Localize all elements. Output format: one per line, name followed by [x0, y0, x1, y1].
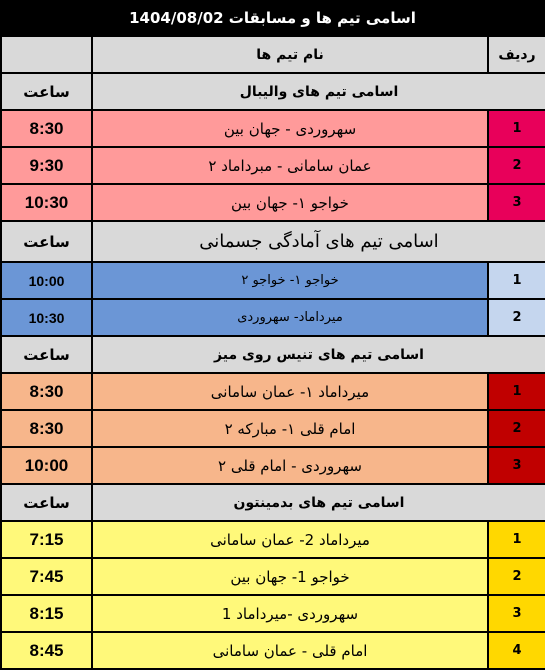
team-cell[interactable]: خواجو ۱- خواجو ۲: [92, 262, 488, 299]
index-cell[interactable]: 3: [488, 595, 545, 632]
time-cell[interactable]: 7:45: [1, 558, 92, 595]
time-cell[interactable]: 10:00: [1, 262, 92, 299]
team-cell[interactable]: خواجو ۱- جهان بین: [92, 184, 488, 221]
table-row: [1, 410, 545, 447]
section-title[interactable]: اسامی تیم های آمادگی جسمانی: [92, 221, 545, 262]
time-cell[interactable]: 10:00: [1, 447, 92, 484]
time-cell[interactable]: 8:15: [1, 595, 92, 632]
time-cell[interactable]: 8:30: [1, 410, 92, 447]
column-header-row: [1, 36, 545, 73]
index-column-header[interactable]: ردیف: [488, 36, 545, 73]
table-row: [1, 110, 545, 147]
table-row: [1, 262, 545, 299]
time-cell[interactable]: 10:30: [1, 184, 92, 221]
index-cell[interactable]: 3: [488, 447, 545, 484]
table-row: [1, 595, 545, 632]
section-header-badminton: [1, 484, 545, 521]
blank-header-cell: [1, 36, 92, 73]
index-cell[interactable]: 1: [488, 373, 545, 410]
time-cell[interactable]: 9:30: [1, 147, 92, 184]
team-column-header[interactable]: نام تیم ها: [92, 36, 488, 73]
team-cell[interactable]: سهروردی - جهان بین: [92, 110, 488, 147]
time-cell[interactable]: 10:30: [1, 299, 92, 336]
sheet-title: اسامی تیم ها و مسابقات 1404/08/02: [0, 0, 545, 35]
time-column-header[interactable]: ساعت: [1, 221, 92, 262]
section-header-table-tennis: [1, 336, 545, 373]
index-cell[interactable]: 1: [488, 262, 545, 299]
index-cell[interactable]: 2: [488, 410, 545, 447]
table-row: [1, 521, 545, 558]
schedule-table: [0, 35, 545, 670]
table-row: [1, 558, 545, 595]
team-cell[interactable]: سهروردی - امام قلی ۲: [92, 447, 488, 484]
section-title[interactable]: اسامی تیم های تنیس روی میز: [92, 336, 545, 373]
team-cell[interactable]: میرداماد ۱- عمان سامانی: [92, 373, 488, 410]
time-cell[interactable]: 8:30: [1, 110, 92, 147]
time-column-header[interactable]: ساعت: [1, 484, 92, 521]
index-cell[interactable]: 3: [488, 184, 545, 221]
time-column-header[interactable]: ساعت: [1, 73, 92, 110]
team-cell[interactable]: سهروردی -میرداماد 1: [92, 595, 488, 632]
time-cell[interactable]: 7:15: [1, 521, 92, 558]
time-cell[interactable]: 8:30: [1, 373, 92, 410]
team-cell[interactable]: میرداماد- سهروردی: [92, 299, 488, 336]
section-title[interactable]: اسامی تیم های بدمینتون: [92, 484, 545, 521]
section-title[interactable]: اسامی تیم های والیبال: [92, 73, 545, 110]
team-cell[interactable]: میرداماد 2- عمان سامانی: [92, 521, 488, 558]
team-cell[interactable]: خواجو 1- جهان بین: [92, 558, 488, 595]
team-cell[interactable]: عمان سامانی - مبرداماد ۲: [92, 147, 488, 184]
index-cell[interactable]: 2: [488, 299, 545, 336]
time-column-header[interactable]: ساعت: [1, 336, 92, 373]
section-header-fitness: [1, 221, 545, 262]
table-row: [1, 447, 545, 484]
team-cell[interactable]: امام قلی ۱- مبارکه ۲: [92, 410, 488, 447]
index-cell[interactable]: 1: [488, 521, 545, 558]
team-cell[interactable]: امام قلی - عمان سامانی: [92, 632, 488, 669]
index-cell[interactable]: 4: [488, 632, 545, 669]
time-cell[interactable]: 8:45: [1, 632, 92, 669]
index-cell[interactable]: 1: [488, 110, 545, 147]
index-cell[interactable]: 2: [488, 558, 545, 595]
table-row: [1, 373, 545, 410]
table-row: [1, 632, 545, 669]
table-row: [1, 147, 545, 184]
table-row: [1, 299, 545, 336]
section-header-volleyball: [1, 73, 545, 110]
index-cell[interactable]: 2: [488, 147, 545, 184]
table-row: [1, 184, 545, 221]
